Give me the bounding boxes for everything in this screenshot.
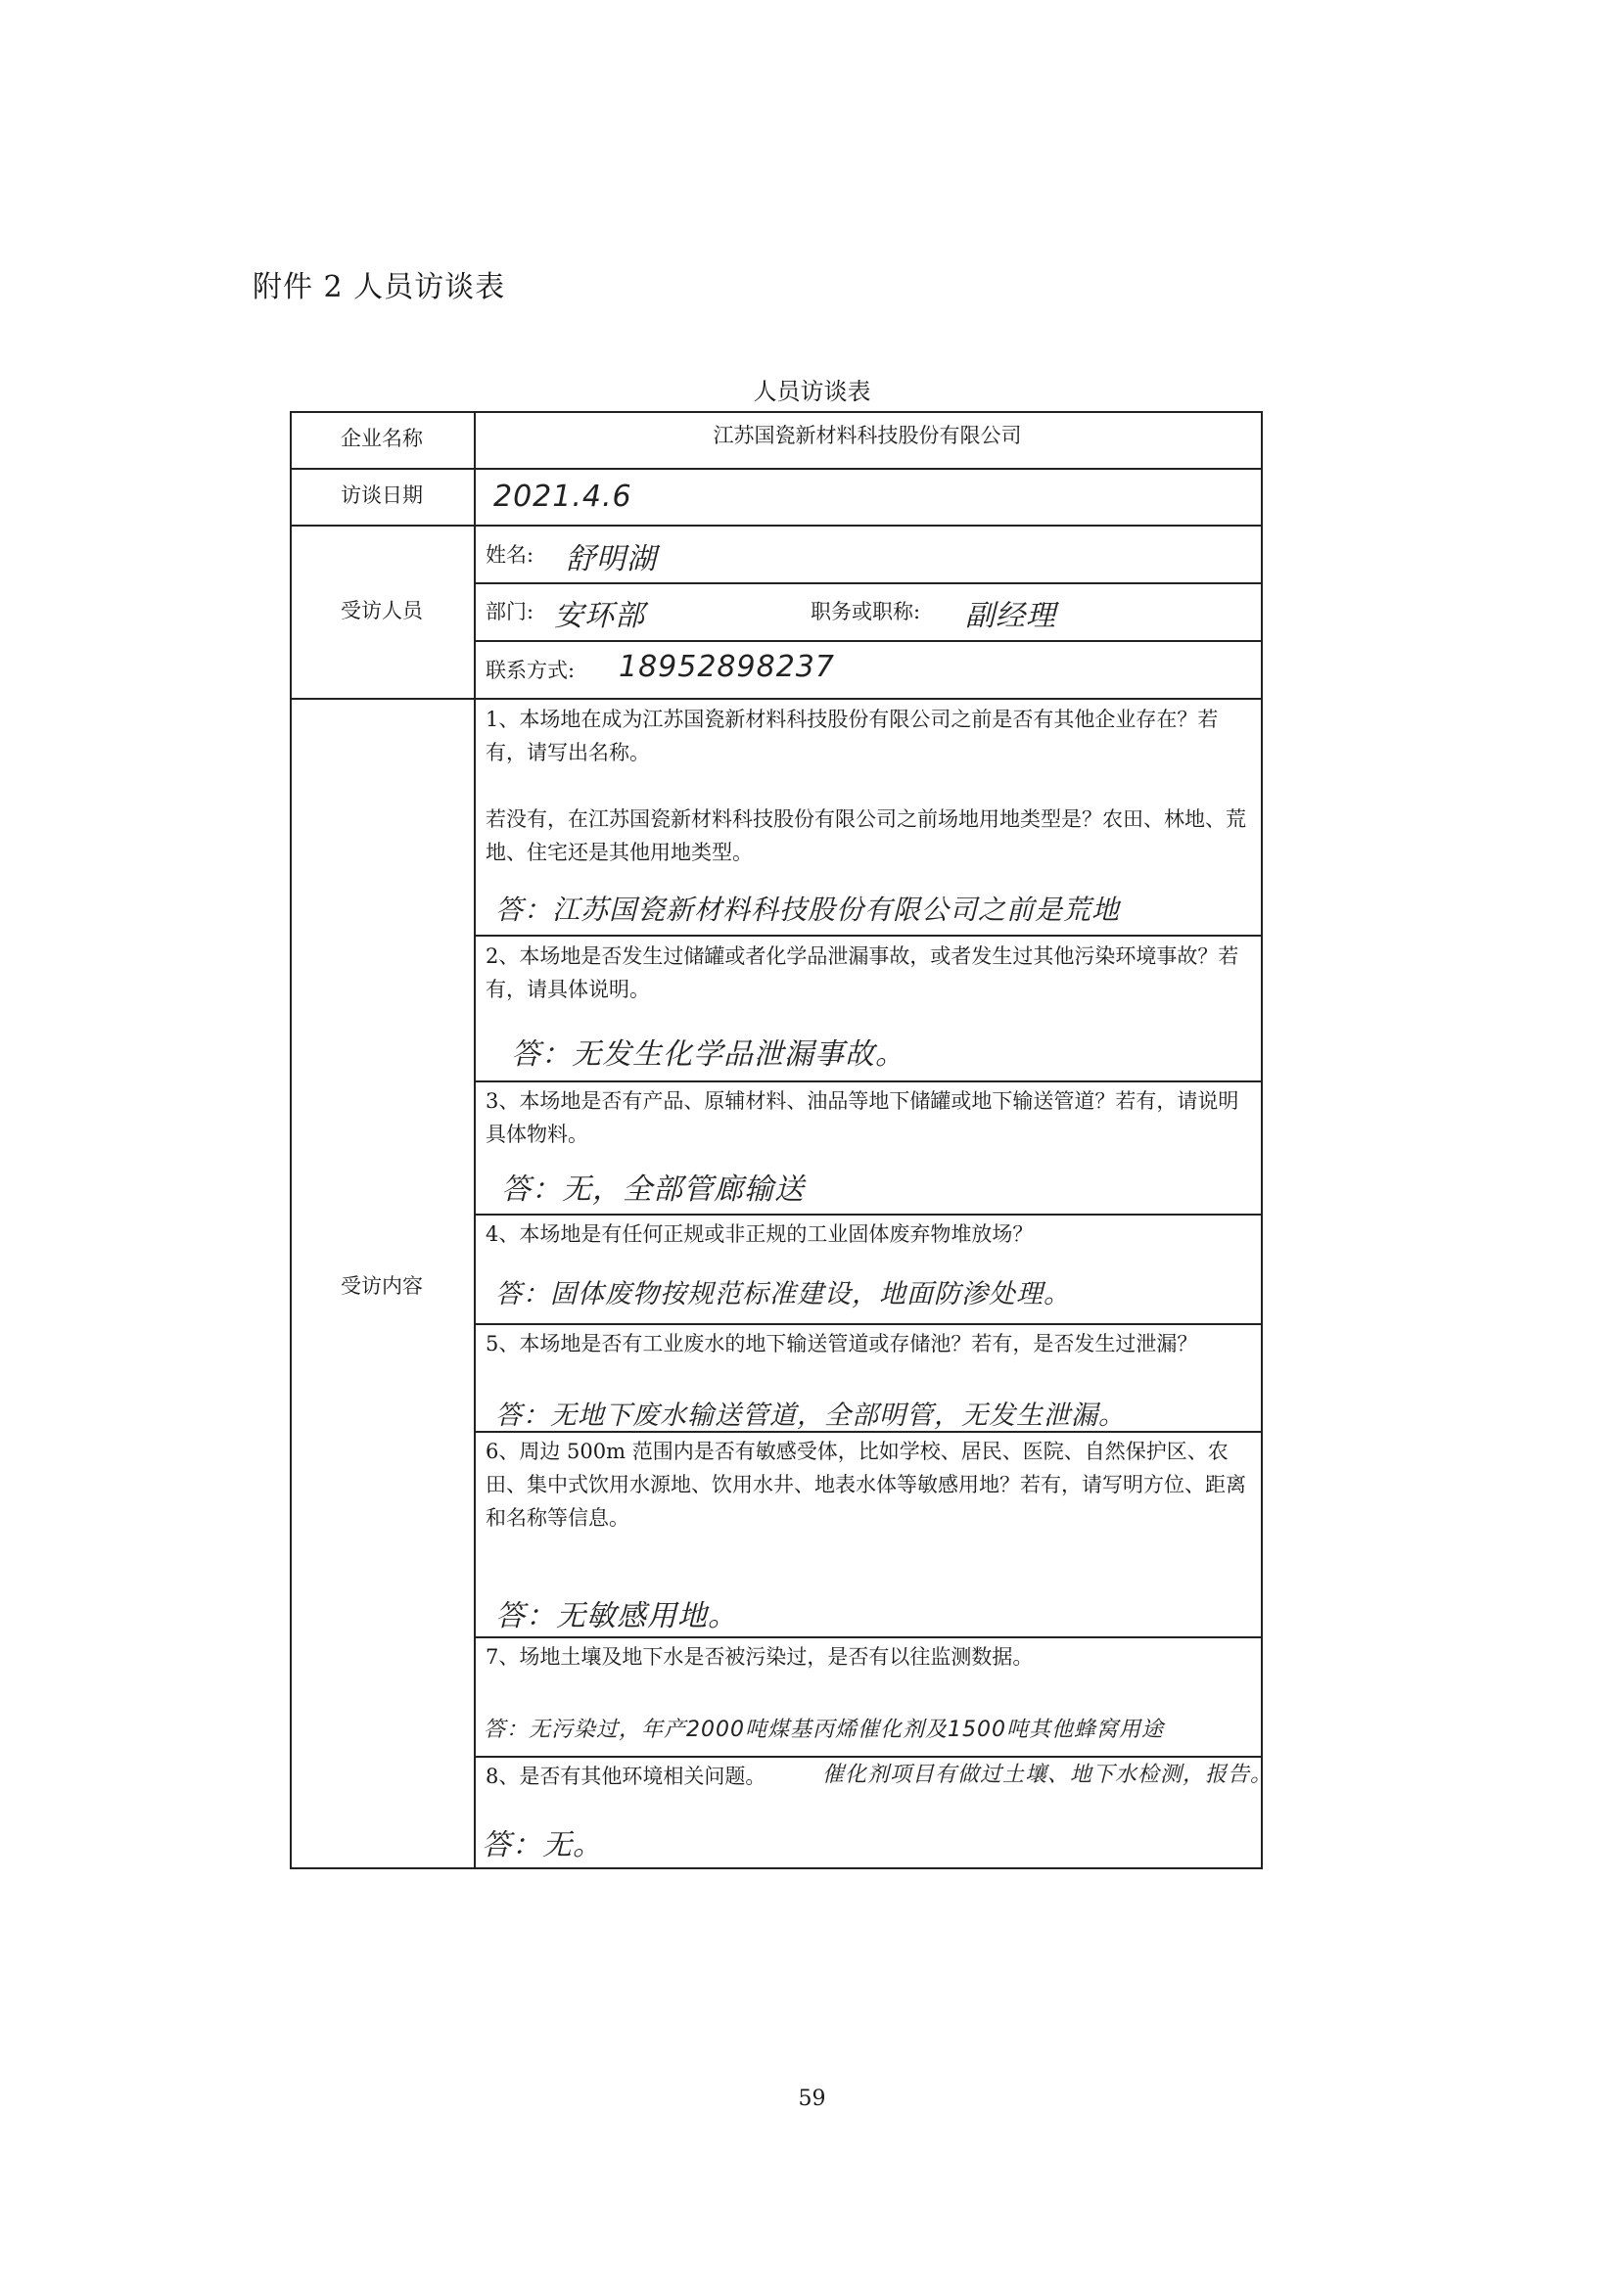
row-line xyxy=(290,698,1261,700)
answer-6: 答：无敏感用地。 xyxy=(495,1599,738,1633)
row-line xyxy=(474,1636,1261,1638)
answer-2: 答：无发生化学品泄漏事故。 xyxy=(511,1037,905,1072)
question-8: 8、是否有其他环境相关问题。 xyxy=(486,1765,766,1788)
company-name-value: 江苏国瓷新材料科技股份有限公司 xyxy=(713,424,1022,447)
table-caption: 人员访谈表 xyxy=(753,378,871,405)
table-column-divider xyxy=(474,411,476,1867)
answer-8: 答：无。 xyxy=(482,1828,603,1862)
title-label: 职务或职称: xyxy=(811,600,921,623)
answer-3: 答：无，全部管廊输送 xyxy=(501,1172,805,1207)
row-line xyxy=(290,525,1261,527)
question-2: 2、本场地是否发生过储罐或者化学品泄漏事故，或者发生过其他污染环境事故？若有，请具体说明。 xyxy=(486,944,1239,1001)
row-line xyxy=(290,468,1261,470)
page-number: 59 xyxy=(798,2087,826,2111)
answer-5: 答：无地下废水输送管道，全部明管，无发生泄漏。 xyxy=(495,1401,1126,1431)
question-4: 4、本场地是有任何正规或非正规的工业固体废弃物堆放场？ xyxy=(486,1222,1034,1246)
row-line xyxy=(474,1323,1261,1325)
interviewee-label: 受访人员 xyxy=(341,599,423,622)
question-7: 7、场地土壤及地下水是否被污染过，是否有以往监测数据。 xyxy=(486,1645,1034,1669)
dept-label: 部门: xyxy=(486,600,534,623)
question-3: 3、本场地是否有产品、原辅材料、油品等地下储罐或地下输送管道？若有，请说明具体物料。 xyxy=(486,1089,1239,1146)
answer-1: 答：江苏国瓷新材料科技股份有限公司之前是荒地 xyxy=(495,894,1121,926)
title-value: 副经理 xyxy=(965,599,1056,633)
row-line xyxy=(474,582,1261,584)
answer-4: 答：固体废物按规范标准建设，地面防渗处理。 xyxy=(495,1279,1071,1309)
name-label: 姓名: xyxy=(486,543,534,567)
row-line xyxy=(474,1080,1261,1082)
question-1-followup: 若没有，在江苏国瓷新材料科技股份有限公司之前场地用地类型是？农田、林地、荒地、住宅还是其他用地类型。 xyxy=(486,807,1246,864)
contact-value: 18952898237 xyxy=(619,650,835,684)
name-value: 舒明湖 xyxy=(566,542,657,576)
question-5: 5、本场地是否有工业废水的地下输送管道或存储池？若有，是否发生过泄漏？ xyxy=(486,1332,1198,1355)
answer-7-continued: 催化剂项目有做过土壤、地下水检测，报告。 xyxy=(822,1763,1274,1787)
answer-7: 答：无污染过，年产2000吨煤基丙烯催化剂及1500吨其他蜂窝用途 xyxy=(484,1718,1164,1742)
question-1: 1、本场地在成为江苏国瓷新材料科技股份有限公司之前是否有其他企业存在？若有，请写出名称。 xyxy=(486,708,1219,764)
date-label: 访谈日期 xyxy=(341,483,423,507)
row-line xyxy=(474,1214,1261,1216)
interview-date-value: 2021.4.6 xyxy=(493,480,632,514)
content-label: 受访内容 xyxy=(341,1274,423,1298)
dept-value: 安环部 xyxy=(554,599,645,633)
attachment-title: 附件 2 人员访谈表 xyxy=(253,270,506,304)
row-line xyxy=(474,640,1261,642)
contact-label: 联系方式: xyxy=(486,659,576,682)
row-line xyxy=(474,935,1261,937)
company-label: 企业名称 xyxy=(341,427,423,450)
question-6: 6、周边 500m 范围内是否有敏感受体，比如学校、居民、医院、自然保护区、农田、集中式饮用水源地、饮用水井、地表水体等敏感用地？若有，请写明方位、距离和名称等信息。 xyxy=(486,1440,1246,1530)
